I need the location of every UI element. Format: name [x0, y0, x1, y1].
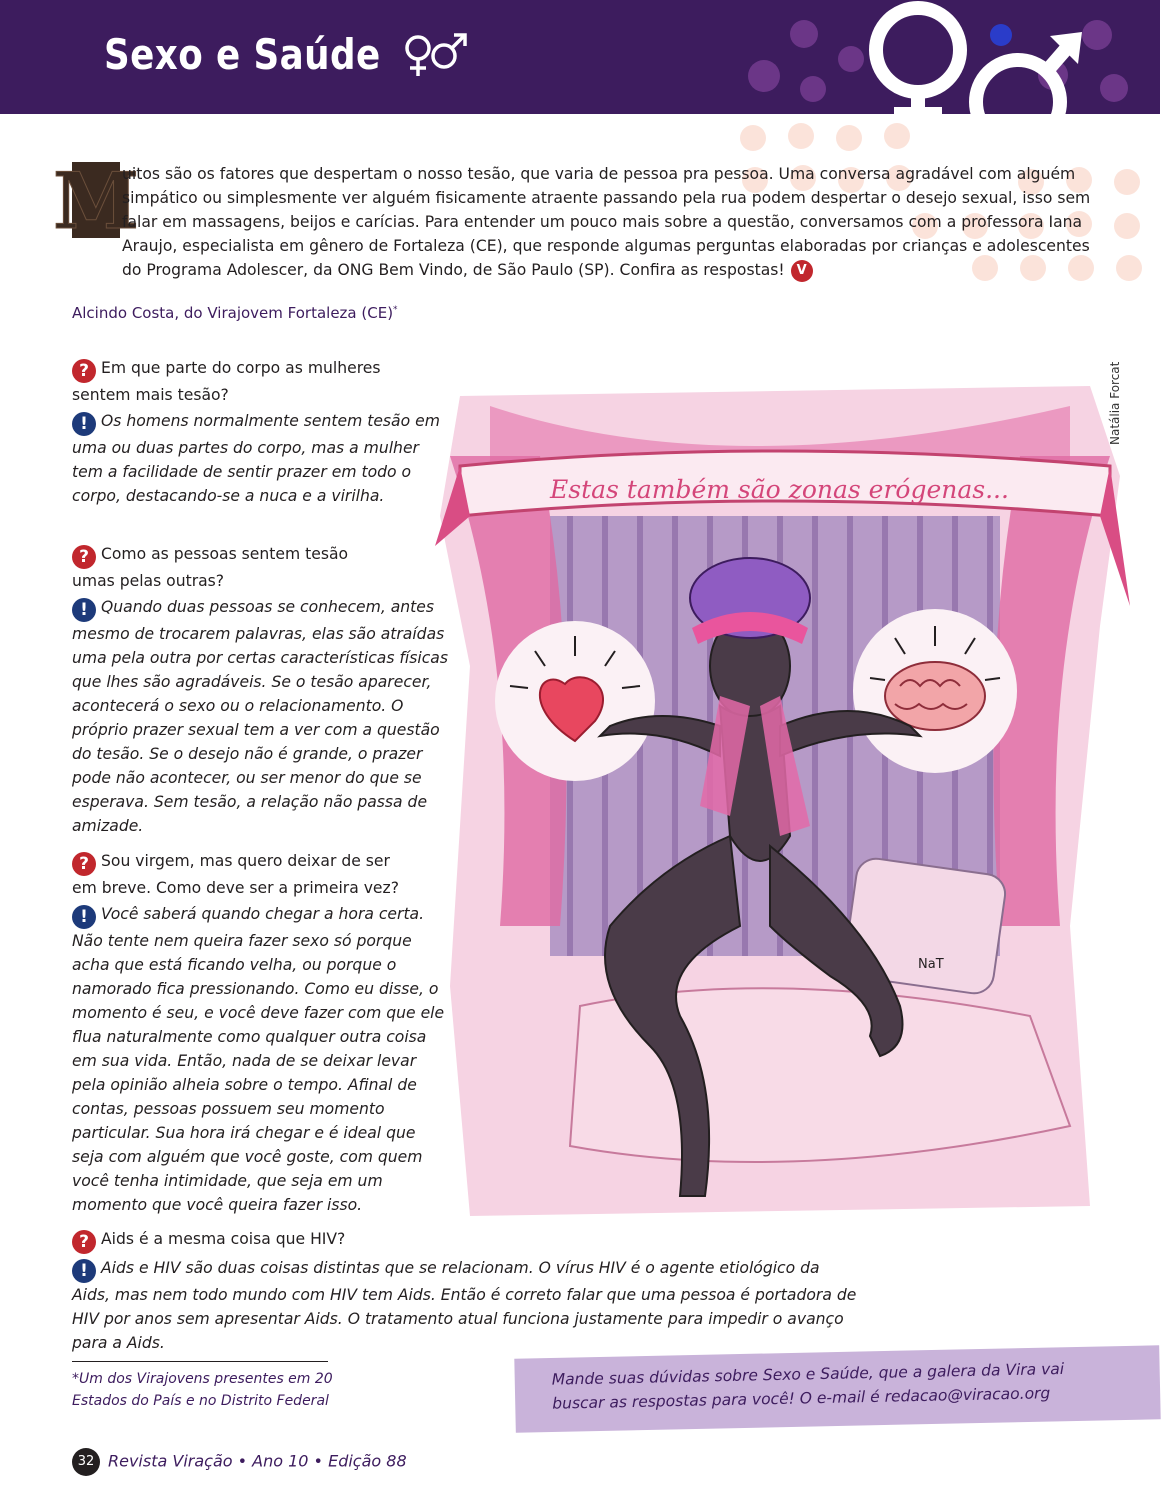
answer: ! Você saberá quando chegar a hora certa. Não tente nem queira fazer sexo só porque acha que está ficando velha, ou porque o namorado fica pressionando. Como eu disse, o momento é seu, e você deve fazer com que ele flua naturalmente como qualquer outra coisa em sua vida. Então, nada de se deixar levar pela opinião alheia sobre o tempo. Afinal de contas, pessoas possuem seu momento particular. Sua hora irá chegar e é ideal que seja com alguém que você goste, com quem você tenha intimidade, que seja em um momento que você queira fazer isso. — [72, 905, 445, 1214]
decor-dot — [790, 20, 818, 48]
publication-info: Revista Viração • Ano 10 • Edição 88 — [108, 1451, 407, 1471]
answer-icon: ! — [72, 598, 96, 622]
erogenous-zones-illustration — [430, 366, 1130, 1226]
photo-credit: Natália Forcat — [1108, 361, 1122, 445]
qa-item — [72, 849, 450, 1217]
question-icon: ? — [72, 545, 96, 569]
answer: ! Os homens normalmente sentem tesão em uma ou duas partes do corpo, mas a mulher tem a facilidade de sentir prazer em todo o corpo, destacando-se a nuca e a virilha. — [72, 412, 440, 505]
banner-text: Estas também são zonas erógenas... — [550, 475, 1009, 504]
qa-item — [72, 542, 452, 838]
viracao-v-badge: V — [791, 260, 813, 282]
page-footer — [72, 1448, 407, 1476]
answer: ! Aids e HIV são duas coisas distintas que se relacionam. O vírus HIV é o agente etiológico da Aids, mas nem todo mundo com HIV tem Aids. Então é correto falar que uma pessoa é portadora de HIV por anos sem apresentar Aids. O tratamento atual funciona justamente para impedir o avanço para a Aids. — [72, 1259, 857, 1352]
question: ? Sou virgem, mas quero deixar de ser em breve. Como deve ser a primeira vez? — [72, 852, 399, 897]
answer-icon: ! — [72, 1259, 96, 1283]
qa-item — [72, 356, 442, 508]
question-icon: ? — [72, 359, 96, 383]
question: ? Como as pessoas sentem tesão umas pelas outras? — [72, 545, 349, 590]
gender-symbols-icon — [402, 30, 472, 80]
question-icon: ? — [72, 1230, 96, 1254]
decor-dot — [800, 76, 826, 102]
question: ? Aids é a mesma coisa que HIV? — [72, 1227, 862, 1254]
mail-callout-text: Mande suas dúvidas sobre Sexo e Saúde, que a galera da Vira vai buscar as respostas para você! O e-mail é redacao@viracao.org — [551, 1359, 1065, 1413]
decor-dot — [1100, 74, 1128, 102]
question: ? Em que parte do corpo as mulheres sentem mais tesão? — [72, 359, 381, 404]
page-number: 32 — [72, 1448, 100, 1476]
footnote: *Um dos Virajovens presentes em 20 Estados do País e no Distrito Federal — [72, 1371, 333, 1409]
question-icon: ? — [72, 852, 96, 876]
intro-paragraph — [72, 162, 1102, 282]
brain-icon — [885, 662, 985, 730]
artist-signature: NaT — [918, 957, 944, 972]
section-title: Sexo e Saúde — [104, 30, 381, 79]
decor-dot — [748, 60, 780, 92]
answer: ! Quando duas pessoas se conhecem, antes mesmo de trocarem palavras, elas são atraídas uma pela outra por certas características físicas que lhes são agradáveis. Se o tesão aparecer, acontecerá o sexo ou o relacionamento. O próprio prazer sexual tem a ver com a questão do tesão. Se o desejo não é grande, o prazer pode não acontecer, ou ser menor do que se esperava. Sem tesão, a relação não passa de amizade. — [72, 598, 448, 835]
drop-cap-letter: M — [52, 156, 140, 247]
qa-item — [72, 1227, 862, 1355]
intro-text: uitos são os fatores que despertam o nosso tesão, que varia de pessoa pra pessoa. Uma conversa agradável com alguém simpático ou simplesmente ver alguém fisicamente atraente passando pela rua podem despertar o desejo sexual, isso sem falar em massagens, beijos e carícias. Para entender um pouco mais sobre a questão, conversamos com a professora Iana Araujo, especialista em gênero de Fortaleza (CE), que responde algumas perguntas elaboradas por crianças e adolescentes do Programa Adolescer, da ONG Bem Vindo, de São Paulo (SP). Confira as respostas! — [122, 165, 1091, 279]
byline: Alcindo Costa, do Virajovem Fortaleza (CE)* — [72, 304, 398, 322]
answer-icon: ! — [72, 412, 96, 436]
footnote-divider — [72, 1361, 328, 1362]
answer-icon: ! — [72, 905, 96, 929]
gender-symbols-large-icon — [850, 0, 1090, 175]
